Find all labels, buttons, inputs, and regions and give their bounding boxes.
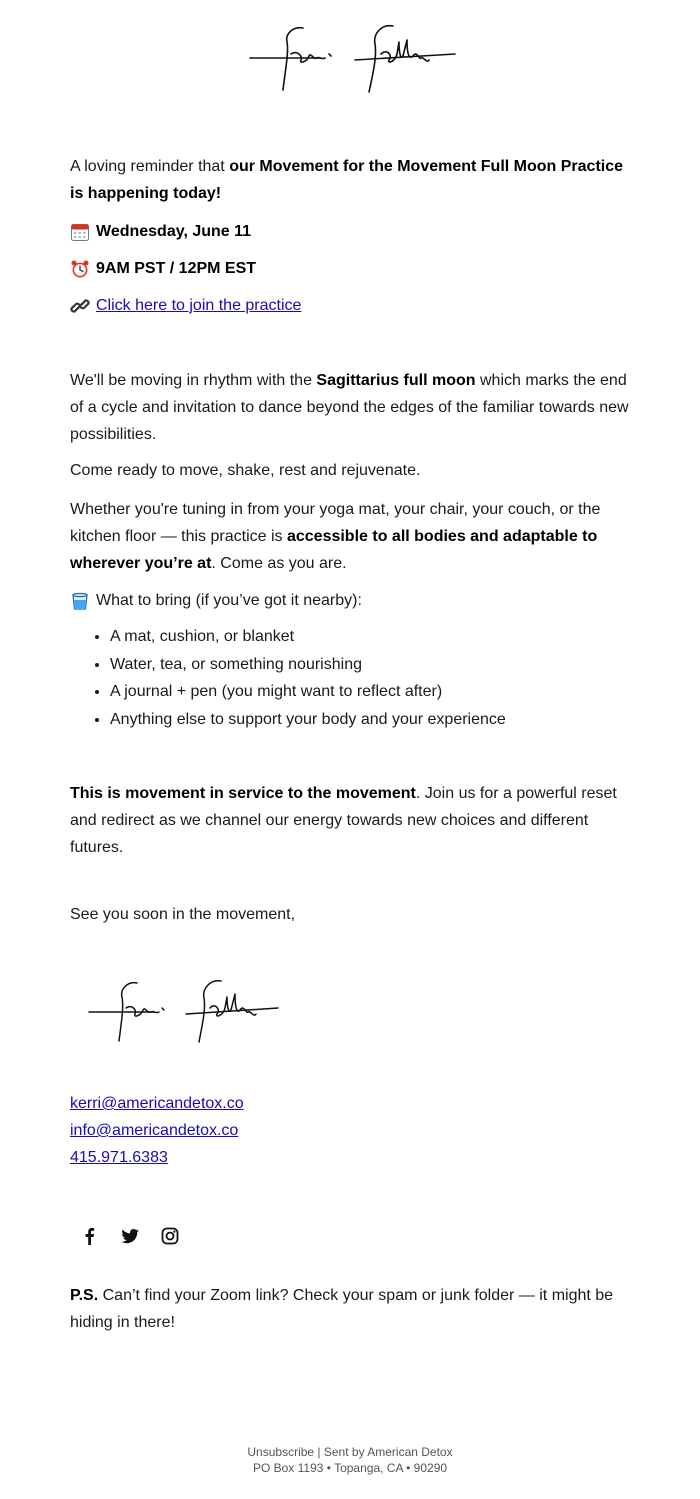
list-item: • Anything else to support your body and your experience (110, 706, 635, 734)
bring-heading-line (70, 587, 635, 614)
join-practice-link[interactable]: Click here to join the practice (96, 297, 302, 314)
moon-text-pre: We'll be moving in rhythm with the (70, 372, 317, 389)
sent-by-text: | Sent by American Detox (314, 1445, 453, 1459)
bring-heading: What to bring (if you’ve got it nearby): (96, 592, 362, 609)
contact-block (70, 1090, 635, 1171)
footer-address: PO Box 1193 • Topanga, CA • 90290 (252, 1461, 448, 1475)
ps-paragraph (70, 1282, 635, 1336)
list-item: • A mat, cushion, or blanket (110, 623, 635, 651)
footer (0, 1444, 700, 1476)
intro-bold: our Movement for the Movement Full Moon Practice is happening today! (70, 158, 624, 202)
accessible-text-post: . Come as you are. (211, 555, 347, 572)
ready-paragraph (70, 457, 635, 484)
moon-text-post: which marks the end of a cycle and invitation to dance beyond the edges of the familiar towards new possibilities. (70, 372, 629, 443)
moon-text-bold: Sagittarius full moon (316, 372, 476, 389)
accessible-text-bold: accessible to all bodies and adaptable to wherever you’re at (70, 528, 598, 572)
ps-text: Can’t find your Zoom link? Check your spam or junk folder — it might be hiding in there! (70, 1287, 614, 1331)
phone-link[interactable]: 415.971.6383 (70, 1149, 168, 1166)
list-item: • Water, tea, or something nourishing (110, 651, 635, 679)
email-link-kerri[interactable]: kerri@americandetox.co (70, 1095, 244, 1112)
accessible-text-pre: Whether you're tuning in from your yoga mat, your chair, your couch, or the kitchen floor — this practice is (70, 501, 601, 545)
email-link-info[interactable]: info@americandetox.co (70, 1122, 239, 1139)
alarm-clock-icon (70, 259, 90, 279)
twitter-icon[interactable] (120, 1226, 140, 1246)
signoff (70, 901, 635, 928)
service-paragraph (70, 780, 635, 861)
event-time: 9AM PST / 12PM EST (96, 260, 257, 277)
social-links (80, 1226, 180, 1246)
time-line (70, 255, 635, 282)
unsubscribe-link[interactable]: Unsubscribe (247, 1445, 315, 1459)
service-text-post: . Join us for a powerful reset and redirect as we channel our energy towards new choices and different futures. (70, 785, 617, 856)
bring-list (70, 623, 635, 733)
calendar-icon (70, 222, 90, 242)
signature-logo (245, 20, 460, 95)
intro-paragraph (70, 153, 635, 207)
ps-label: P.S. (70, 1287, 99, 1304)
accessible-paragraph (70, 496, 635, 577)
join-line (70, 292, 635, 319)
event-date: Wednesday, June 11 (96, 223, 252, 240)
link-icon (70, 296, 90, 316)
instagram-icon[interactable] (160, 1226, 180, 1246)
service-text-bold: This is movement in service to the movement (70, 785, 416, 802)
facebook-icon[interactable] (80, 1226, 100, 1246)
intro-text: A loving reminder that (70, 158, 230, 175)
cup-icon (70, 591, 90, 611)
signature-image (84, 975, 284, 1045)
list-item: • A journal + pen (you might want to reflect after) (110, 678, 635, 706)
ready-text: Come ready to move, shake, rest and rejuvenate. (70, 462, 421, 479)
moon-paragraph (70, 367, 635, 448)
signoff-text: See you soon in the movement, (70, 906, 296, 923)
date-line (70, 218, 635, 245)
